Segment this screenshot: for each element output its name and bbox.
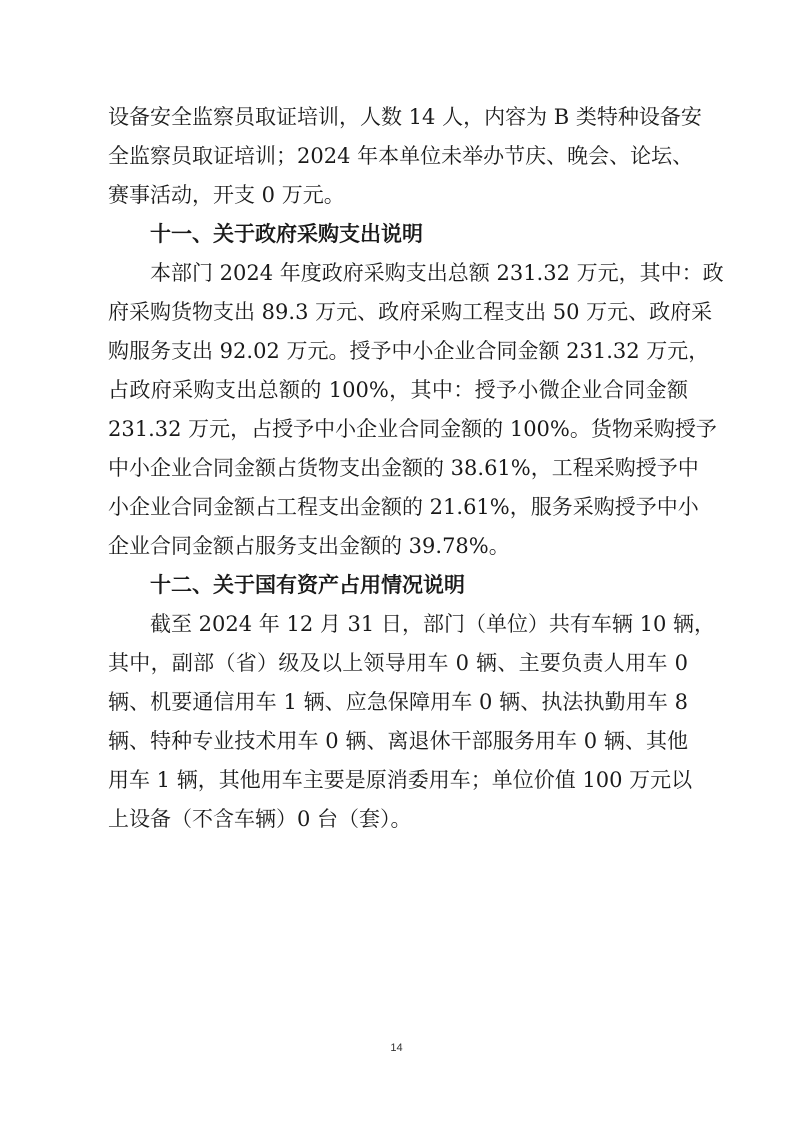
text-line: 辆、特种专业技术用车 0 辆、离退休干部服务用车 0 辆、其他 bbox=[108, 729, 688, 753]
text-line: 辆、机要通信用车 1 辆、应急保障用车 0 辆、执法执勤用车 8 bbox=[108, 690, 688, 714]
text-line: 设备安全监察员取证培训，人数 14 人，内容为 B 类特种设备安 bbox=[108, 105, 702, 129]
text-line: 占政府采购支出总额的 100%，其中：授予小微企业合同金额 bbox=[108, 378, 688, 402]
section-11-paragraph bbox=[108, 254, 724, 566]
intro-paragraph bbox=[108, 98, 702, 215]
section-12-heading: 十二、关于国有资产占用情况说明 bbox=[150, 573, 465, 597]
text-line: 购服务支出 92.02 万元。授予中小企业合同金额 231.32 万元， bbox=[108, 339, 710, 363]
section-11-heading: 十一、关于政府采购支出说明 bbox=[150, 222, 423, 246]
text-line: 企业合同金额占服务支出金额的 39.78%。 bbox=[108, 534, 510, 558]
text-line: 本部门 2024 年度政府采购支出总额 231.32 万元，其中：政 bbox=[150, 261, 724, 285]
text-line: 小企业合同金额占工程支出金额的 21.61%，服务采购授予中小 bbox=[108, 495, 699, 519]
text-line: 其中，副部（省）级及以上领导用车 0 辆、主要负责人用车 0 bbox=[108, 651, 688, 675]
text-line: 用车 1 辆，其他用车主要是原消委用车；单位价值 100 万元以 bbox=[108, 768, 693, 792]
text-line: 中小企业合同金额占货物支出金额的 38.61%，工程采购授予中 bbox=[108, 456, 699, 480]
document-body bbox=[108, 98, 724, 839]
text-line: 上设备（不含车辆）0 台（套）。 bbox=[108, 807, 412, 831]
page-number: 14 bbox=[390, 1042, 403, 1054]
text-line: 府采购货物支出 89.3 万元、政府采购工程支出 50 万元、政府采 bbox=[108, 300, 713, 324]
text-line: 231.32 万元，占授予中小企业合同金额的 100%。货物采购授予 bbox=[108, 417, 717, 441]
text-line: 截至 2024 年 12 月 31 日，部门（单位）共有车辆 10 辆， bbox=[150, 612, 716, 636]
text-line: 全监察员取证培训；2024 年本单位未举办节庆、晚会、论坛、 bbox=[108, 144, 694, 168]
text-line: 赛事活动，开支 0 万元。 bbox=[108, 183, 345, 207]
section-12-paragraph bbox=[108, 605, 716, 839]
